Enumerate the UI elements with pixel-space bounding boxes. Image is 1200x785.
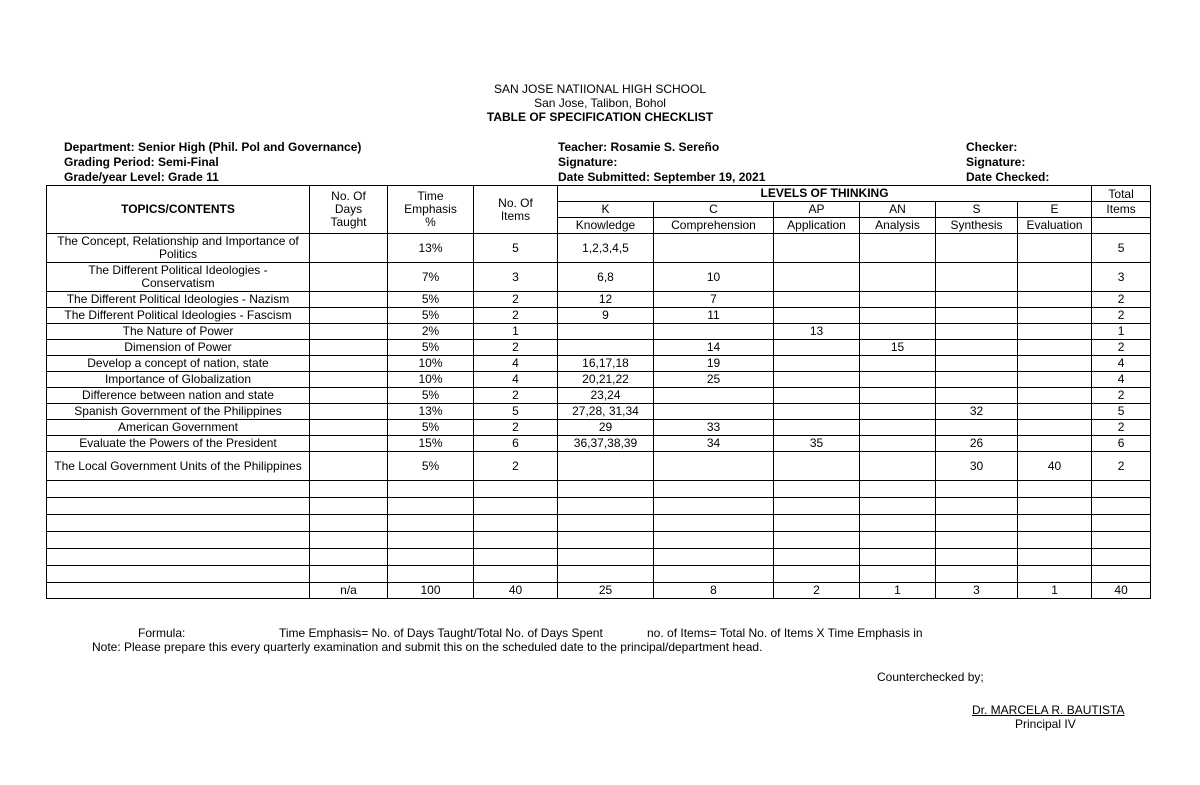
cell-s: 3 [936, 583, 1018, 599]
cell-s [936, 308, 1018, 324]
cell-ap [774, 292, 860, 308]
grade-level-field: Grade/year Level: Grade 11 [64, 170, 219, 184]
cell-items: 6 [474, 436, 558, 452]
cell-items: 2 [474, 340, 558, 356]
cell-topic [47, 481, 310, 498]
cell-total [1092, 481, 1151, 498]
cell-ap [774, 340, 860, 356]
cell-days [310, 420, 388, 436]
school-address: San Jose, Talibon, Bohol [534, 96, 666, 110]
cell-k: 9 [558, 308, 654, 324]
cell-c [654, 404, 774, 420]
cell-k [558, 566, 654, 583]
cell-emphasis: 5% [388, 452, 474, 481]
cell-s [936, 372, 1018, 388]
table-row [47, 388, 1151, 404]
table-row [47, 340, 1151, 356]
cell-ap [774, 372, 860, 388]
cell-emphasis [388, 566, 474, 583]
cell-ap [774, 388, 860, 404]
cell-c [654, 324, 774, 340]
table-row [47, 234, 1151, 263]
cell-k: 23,24 [558, 388, 654, 404]
empty-row [47, 498, 1151, 515]
cell-k [558, 549, 654, 566]
cell-e [1018, 292, 1092, 308]
cell-topic [47, 566, 310, 583]
checker-signature-field: Signature: [966, 155, 1026, 169]
empty-row [47, 532, 1151, 549]
cell-an [860, 404, 936, 420]
cell-s [936, 356, 1018, 372]
cell-total: 40 [1092, 583, 1151, 599]
cell-s [936, 420, 1018, 436]
checker-info [966, 140, 1049, 185]
cell-s [936, 498, 1018, 515]
cell-k: 25 [558, 583, 654, 599]
cell-e [1018, 498, 1092, 515]
totals-row [47, 583, 1151, 599]
cell-topic: Importance of Globalization [47, 372, 310, 388]
table-row [47, 404, 1151, 420]
level-code-k: K [558, 202, 654, 218]
cell-an [860, 388, 936, 404]
cell-c [654, 498, 774, 515]
cell-emphasis [388, 481, 474, 498]
table-body [47, 234, 1151, 599]
cell-an [860, 566, 936, 583]
cell-items: 2 [474, 292, 558, 308]
cell-ap: 2 [774, 583, 860, 599]
level-code-ap: AP [774, 202, 860, 218]
cell-c: 25 [654, 372, 774, 388]
cell-e [1018, 324, 1092, 340]
cell-an [860, 292, 936, 308]
cell-an [860, 515, 936, 532]
empty-row [47, 566, 1151, 583]
cell-k: 16,17,18 [558, 356, 654, 372]
cell-days [310, 452, 388, 481]
cell-ap [774, 566, 860, 583]
cell-total: 1 [1092, 324, 1151, 340]
cell-topic [47, 532, 310, 549]
cell-days [310, 532, 388, 549]
cell-topic: The Different Political Ideologies - Nazism [47, 292, 310, 308]
cell-emphasis [388, 549, 474, 566]
cell-k: 36,37,38,39 [558, 436, 654, 452]
cell-items: 3 [474, 263, 558, 292]
cell-an [860, 372, 936, 388]
cell-total: 2 [1092, 452, 1151, 481]
cell-items: 2 [474, 452, 558, 481]
cell-s [936, 340, 1018, 356]
specification-table [46, 185, 1151, 599]
cell-ap [774, 532, 860, 549]
cell-items: 5 [474, 404, 558, 420]
cell-s: 30 [936, 452, 1018, 481]
teacher-field: Teacher: Rosamie S. Sereño [558, 140, 720, 154]
cell-e [1018, 340, 1092, 356]
table-row [47, 324, 1151, 340]
cell-k [558, 452, 654, 481]
cell-items: 5 [474, 234, 558, 263]
cell-ap [774, 404, 860, 420]
cell-an [860, 324, 936, 340]
header-row-1 [47, 186, 1151, 202]
cell-topic: Develop a concept of nation, state [47, 356, 310, 372]
table-row [47, 308, 1151, 324]
cell-e [1018, 481, 1092, 498]
cell-emphasis: 5% [388, 292, 474, 308]
level-code-e: E [1018, 202, 1092, 218]
cell-e [1018, 420, 1092, 436]
cell-s [936, 481, 1018, 498]
level-code-s: S [936, 202, 1018, 218]
cell-total: 2 [1092, 388, 1151, 404]
cell-emphasis: 10% [388, 356, 474, 372]
empty-row [47, 515, 1151, 532]
total-header [1092, 186, 1151, 202]
cell-an [860, 263, 936, 292]
formula-items: no. of Items= Total No. of Items X Time Emphasis in [647, 626, 923, 640]
table-row [47, 436, 1151, 452]
level-code-c: C [654, 202, 774, 218]
grading-period-field: Grading Period: Semi-Final [64, 155, 219, 169]
cell-items: 2 [474, 308, 558, 324]
level-code-an: AN [860, 202, 936, 218]
topics-header: TOPICS/CONTENTS [47, 186, 310, 234]
cell-k: 1,2,3,4,5 [558, 234, 654, 263]
cell-k [558, 324, 654, 340]
cell-items [474, 532, 558, 549]
cell-total: 4 [1092, 356, 1151, 372]
cell-topic: Spanish Government of the Philippines [47, 404, 310, 420]
cell-c: 14 [654, 340, 774, 356]
cell-c: 8 [654, 583, 774, 599]
date-checked-field: Date Checked: [966, 170, 1050, 184]
cell-ap [774, 549, 860, 566]
cell-e: 40 [1018, 452, 1092, 481]
cell-topic: Difference between nation and state [47, 388, 310, 404]
cell-s [936, 263, 1018, 292]
level-name-c: Comprehension [654, 218, 774, 234]
cell-e [1018, 388, 1092, 404]
cell-days [310, 308, 388, 324]
cell-emphasis: 7% [388, 263, 474, 292]
cell-topic [47, 515, 310, 532]
cell-e [1018, 356, 1092, 372]
cell-topic: The Local Government Units of the Philippines [47, 452, 310, 481]
cell-total: 2 [1092, 308, 1151, 324]
cell-topic: The Nature of Power [47, 324, 310, 340]
school-name: SAN JOSE NATIIONAL HIGH SCHOOL [493, 82, 707, 96]
cell-k: 6,8 [558, 263, 654, 292]
department-field: Department: Senior High (Phil. Pol and Governance) [64, 140, 362, 154]
date-submitted-field: Date Submitted: September 19, 2021 [558, 170, 766, 184]
cell-items [474, 498, 558, 515]
cell-items: 2 [474, 420, 558, 436]
cell-s [936, 292, 1018, 308]
cell-e [1018, 532, 1092, 549]
cell-days: n/a [310, 583, 388, 599]
cell-ap [774, 263, 860, 292]
cell-days [310, 481, 388, 498]
cell-total: 2 [1092, 292, 1151, 308]
table-row [47, 356, 1151, 372]
cell-e [1018, 515, 1092, 532]
cell-ap [774, 452, 860, 481]
cell-k: 20,21,22 [558, 372, 654, 388]
cell-topic [47, 549, 310, 566]
cell-days [310, 356, 388, 372]
cell-total [1092, 498, 1151, 515]
cell-items: 4 [474, 356, 558, 372]
cell-ap [774, 420, 860, 436]
cell-total: 4 [1092, 372, 1151, 388]
cell-emphasis [388, 515, 474, 532]
cell-ap [774, 498, 860, 515]
cell-days [310, 292, 388, 308]
cell-emphasis: 15% [388, 436, 474, 452]
cell-total: 5 [1092, 234, 1151, 263]
cell-an: 1 [860, 583, 936, 599]
emphasis-header: Time Emphasis % [388, 186, 474, 234]
cell-c [654, 388, 774, 404]
cell-ap [774, 356, 860, 372]
empty-row [47, 481, 1151, 498]
cell-total: 2 [1092, 340, 1151, 356]
cell-k: 29 [558, 420, 654, 436]
empty-row [47, 549, 1151, 566]
total-header-line2: Items [1092, 202, 1151, 218]
cell-items [474, 481, 558, 498]
cell-emphasis: 10% [388, 372, 474, 388]
cell-e [1018, 404, 1092, 420]
table-row [47, 452, 1151, 481]
counterchecked-label: Counterchecked by; [877, 670, 984, 684]
cell-k: 12 [558, 292, 654, 308]
cell-topic: Evaluate the Powers of the President [47, 436, 310, 452]
cell-s [936, 532, 1018, 549]
cell-topic: American Government [47, 420, 310, 436]
cell-c: 7 [654, 292, 774, 308]
cell-total [1092, 549, 1151, 566]
cell-days [310, 263, 388, 292]
cell-items [474, 566, 558, 583]
levels-header: LEVELS OF THINKING [558, 186, 1092, 202]
total-header-line1: Total [1108, 186, 1134, 201]
cell-s [936, 388, 1018, 404]
cell-emphasis: 5% [388, 388, 474, 404]
cell-c: 34 [654, 436, 774, 452]
cell-emphasis [388, 532, 474, 549]
cell-days [310, 566, 388, 583]
checker-field: Checker: [966, 140, 1018, 154]
teacher-info [558, 140, 765, 185]
cell-emphasis: 100 [388, 583, 474, 599]
cell-an [860, 356, 936, 372]
cell-e: 1 [1018, 583, 1092, 599]
cell-e [1018, 234, 1092, 263]
cell-c: 11 [654, 308, 774, 324]
cell-ap [774, 234, 860, 263]
cell-items: 1 [474, 324, 558, 340]
cell-days [310, 498, 388, 515]
level-name-e: Evaluation [1018, 218, 1092, 234]
cell-days [310, 404, 388, 420]
cell-total: 6 [1092, 436, 1151, 452]
level-name-s: Synthesis [936, 218, 1018, 234]
cell-total [1092, 532, 1151, 549]
cell-s: 26 [936, 436, 1018, 452]
cell-an [860, 234, 936, 263]
cell-ap [774, 481, 860, 498]
cell-total: 5 [1092, 404, 1151, 420]
cell-k [558, 340, 654, 356]
table-row [47, 263, 1151, 292]
principal-title: Principal IV [1015, 717, 1076, 731]
cell-topic: The Concept, Relationship and Importance of Politics [47, 234, 310, 263]
cell-c [654, 549, 774, 566]
cell-k [558, 498, 654, 515]
cell-total [1092, 515, 1151, 532]
cell-items: 40 [474, 583, 558, 599]
cell-s [936, 515, 1018, 532]
total-header-spacer [1092, 218, 1151, 234]
cell-days [310, 324, 388, 340]
cell-total: 2 [1092, 420, 1151, 436]
cell-topic: The Different Political Ideologies - Fascism [47, 308, 310, 324]
cell-e [1018, 566, 1092, 583]
cell-emphasis: 13% [388, 234, 474, 263]
cell-total [1092, 566, 1151, 583]
teacher-signature-field: Signature: [558, 155, 618, 169]
cell-ap: 35 [774, 436, 860, 452]
cell-emphasis: 5% [388, 340, 474, 356]
cell-emphasis [388, 498, 474, 515]
cell-e [1018, 436, 1092, 452]
cell-e [1018, 372, 1092, 388]
cell-ap [774, 515, 860, 532]
cell-ap: 13 [774, 324, 860, 340]
footer-note: Note: Please prepare this every quarterly examination and submit this on the scheduled date to the principal/department head. [92, 640, 763, 654]
cell-an [860, 436, 936, 452]
table-row [47, 292, 1151, 308]
cell-emphasis: 5% [388, 308, 474, 324]
cell-c: 10 [654, 263, 774, 292]
cell-s [936, 234, 1018, 263]
cell-c [654, 234, 774, 263]
cell-k [558, 532, 654, 549]
cell-ap [774, 308, 860, 324]
cell-s [936, 324, 1018, 340]
cell-s [936, 566, 1018, 583]
cell-k [558, 515, 654, 532]
table-row [47, 372, 1151, 388]
days-header: No. Of Days Taught [310, 186, 388, 234]
level-name-k: Knowledge [558, 218, 654, 234]
cell-items [474, 549, 558, 566]
cell-k: 27,28, 31,34 [558, 404, 654, 420]
cell-s [936, 549, 1018, 566]
cell-emphasis: 13% [388, 404, 474, 420]
formula-label: Formula: [138, 626, 186, 640]
cell-an [860, 498, 936, 515]
cell-c [654, 532, 774, 549]
cell-an [860, 481, 936, 498]
cell-c [654, 515, 774, 532]
cell-days [310, 372, 388, 388]
cell-days [310, 234, 388, 263]
principal-name: Dr. MARCELA R. BAUTISTA [972, 703, 1125, 717]
cell-days [310, 388, 388, 404]
cell-e [1018, 308, 1092, 324]
cell-s: 32 [936, 404, 1018, 420]
cell-c [654, 566, 774, 583]
cell-an: 15 [860, 340, 936, 356]
department-info [64, 140, 361, 185]
cell-topic: Dimension of Power [47, 340, 310, 356]
cell-topic [47, 498, 310, 515]
cell-e [1018, 263, 1092, 292]
cell-emphasis: 5% [388, 420, 474, 436]
cell-c: 33 [654, 420, 774, 436]
formula-emphasis: Time Emphasis= No. of Days Taught/Total No. of Days Spent [279, 626, 603, 640]
cell-an [860, 420, 936, 436]
cell-an [860, 549, 936, 566]
cell-items: 2 [474, 388, 558, 404]
cell-c [654, 452, 774, 481]
cell-days [310, 549, 388, 566]
cell-emphasis: 2% [388, 324, 474, 340]
cell-an [860, 308, 936, 324]
cell-days [310, 515, 388, 532]
cell-an [860, 452, 936, 481]
cell-c [654, 481, 774, 498]
items-header: No. Of Items [474, 186, 558, 234]
level-name-ap: Application [774, 218, 860, 234]
level-name-an: Analysis [860, 218, 936, 234]
cell-topic: The Different Political Ideologies - Conservatism [47, 263, 310, 292]
cell-items: 4 [474, 372, 558, 388]
table-row [47, 420, 1151, 436]
cell-days [310, 436, 388, 452]
cell-total: 3 [1092, 263, 1151, 292]
cell-k [558, 481, 654, 498]
cell-e [1018, 549, 1092, 566]
cell-topic [47, 583, 310, 599]
cell-days [310, 340, 388, 356]
document-header [0, 82, 1200, 124]
cell-items [474, 515, 558, 532]
cell-c: 19 [654, 356, 774, 372]
document-title: TABLE OF SPECIFICATION CHECKLIST [486, 110, 714, 124]
cell-an [860, 532, 936, 549]
